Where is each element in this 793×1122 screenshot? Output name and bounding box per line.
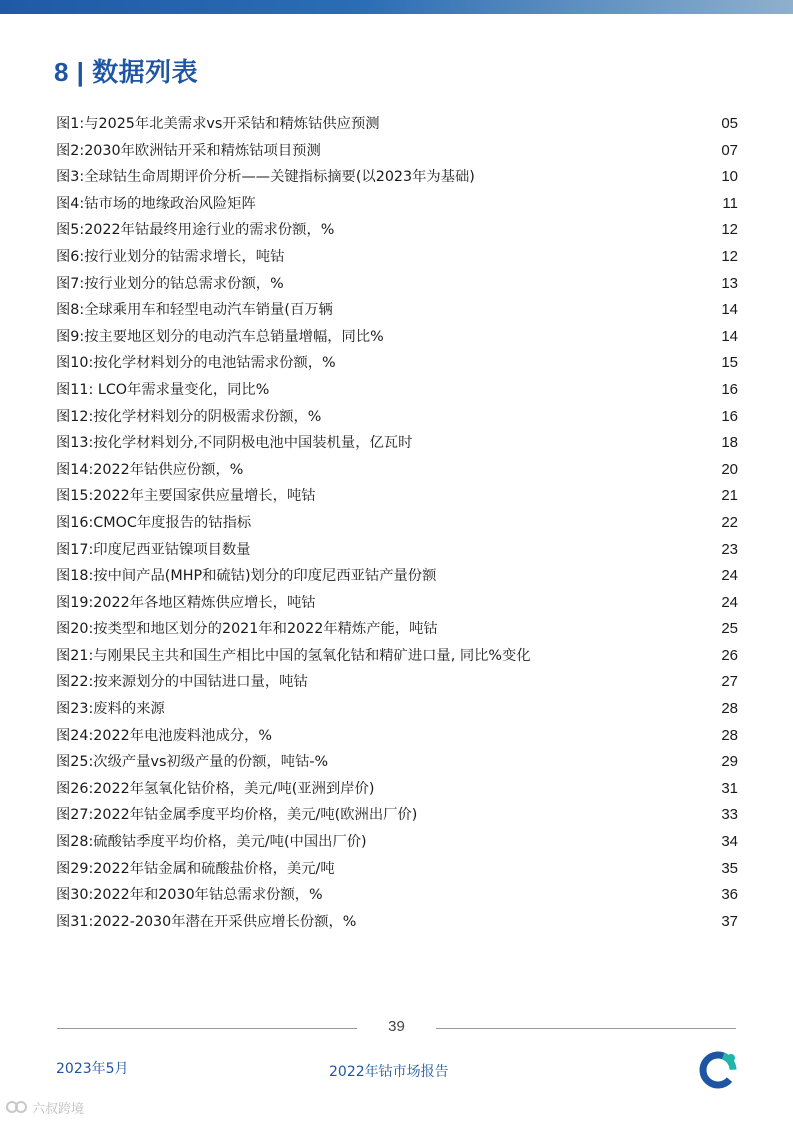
figure-list-item[interactable]	[56, 537, 738, 564]
figure-page-number: 15	[721, 354, 738, 372]
figure-title: 图4:钴市场的地缘政治风险矩阵	[56, 195, 256, 212]
figure-title: 图14:2022年钴供应份额，%	[56, 461, 244, 478]
figure-list-item[interactable]	[56, 643, 738, 670]
figure-list-item[interactable]	[56, 749, 738, 776]
figure-list-item[interactable]	[56, 350, 738, 377]
figure-list-item[interactable]	[56, 669, 738, 696]
figure-list-item[interactable]	[56, 271, 738, 298]
figure-list-item[interactable]	[56, 616, 738, 643]
figure-list-item[interactable]	[56, 483, 738, 510]
figure-title: 图20:按类型和地区划分的2021年和2022年精炼产能，吨钴	[56, 621, 438, 638]
page-title: 8 | 数据列表	[54, 57, 199, 87]
top-accent-bar	[0, 0, 793, 14]
figure-title: 图1:与2025年北美需求vs开采钴和精炼钴供应预测	[56, 116, 380, 132]
figure-page-number: 13	[721, 274, 738, 292]
figure-page-number: 22	[721, 513, 738, 531]
figure-title: 图28:硫酸钴季度平均价格，美元/吨(中国出厂价)	[56, 834, 367, 851]
figure-list-item[interactable]	[56, 776, 738, 803]
figure-list-item[interactable]	[56, 882, 738, 909]
figure-title: 图30:2022年和2030年钴总需求份额，%	[56, 887, 323, 904]
footer-report-title: 2022年钴市场报告	[329, 1064, 449, 1080]
figure-title: 图7:按行业划分的钴总需求份额，%	[56, 275, 284, 292]
figure-title: 图24:2022年电池废料池成分，%	[56, 727, 272, 744]
figure-list-item[interactable]	[56, 138, 738, 165]
figure-title: 图17:印度尼西亚钴镍项目数量	[56, 541, 251, 558]
figure-list-item[interactable]	[56, 909, 738, 936]
figure-title: 图18:按中间产品(MHP和硫钴)划分的印度尼西亚钴产量份额	[56, 568, 437, 585]
figure-list-item[interactable]	[56, 430, 738, 457]
figure-title: 图27:2022年钴金属季度平均价格，美元/吨(欧洲出厂价)	[56, 807, 418, 824]
figure-page-number: 36	[721, 886, 738, 904]
figure-page-number: 12	[721, 247, 738, 265]
figure-page-number: 10	[721, 168, 738, 186]
figure-list-item[interactable]	[56, 802, 738, 829]
figure-title: 图9:按主要地区划分的电动汽车总销量增幅，同比%	[56, 328, 384, 345]
figure-title: 图15:2022年主要国家供应量增长，吨钴	[56, 488, 316, 505]
figure-page-number: 37	[721, 912, 738, 930]
figure-title: 图21:与刚果民主共和国生产相比中国的氢氧化钴和精矿进口量, 同比%变化	[56, 647, 531, 664]
figure-page-number: 11	[722, 194, 738, 212]
figure-page-number: 27	[721, 673, 738, 691]
figure-page-number: 16	[721, 407, 738, 425]
cobalt-institute-logo-icon	[697, 1049, 739, 1091]
watermark-logo-icon	[6, 1100, 28, 1114]
figure-page-number: 18	[721, 434, 738, 452]
figure-page-number: 16	[721, 380, 738, 398]
figure-list-item[interactable]	[56, 297, 738, 324]
figure-page-number: 14	[721, 301, 738, 319]
figure-title: 图13:按化学材料划分,不同阴极电池中国装机量，亿瓦时	[56, 435, 413, 452]
footer-divider-left	[57, 1028, 357, 1029]
figure-title: 图5:2022年钴最终用途行业的需求份额，%	[56, 222, 335, 239]
figure-page-number: 24	[721, 593, 738, 611]
figure-page-number: 24	[721, 567, 738, 585]
figure-page-number: 05	[721, 115, 738, 132]
figure-list-item[interactable]	[56, 111, 738, 138]
figure-list-item[interactable]	[56, 856, 738, 883]
figure-list-item[interactable]	[56, 324, 738, 351]
figure-page-number: 35	[721, 859, 738, 877]
figure-page-number: 20	[721, 460, 738, 478]
figure-title: 图12:按化学材料划分的阴极需求份额，%	[56, 408, 322, 425]
footer-divider-right	[436, 1028, 736, 1029]
figure-title: 图31:2022-2030年潜在开采供应增长份额，%	[56, 913, 357, 930]
figure-title: 图22:按来源划分的中国钴进口量，吨钴	[56, 674, 308, 691]
figure-title: 图26:2022年氢氧化钴价格，美元/吨(亚洲到岸价)	[56, 780, 375, 797]
figure-page-number: 12	[721, 221, 738, 239]
figure-list-item[interactable]	[56, 829, 738, 856]
figure-title: 图2:2030年欧洲钴开采和精炼钴项目预测	[56, 142, 321, 159]
figure-page-number: 28	[721, 726, 738, 744]
figure-title: 图6:按行业划分的钴需求增长，吨钴	[56, 248, 285, 265]
figure-list-item[interactable]	[56, 510, 738, 537]
figure-title: 图29:2022年钴金属和硫酸盐价格，美元/吨	[56, 860, 335, 877]
watermark-text: 六叔跨境	[32, 1101, 85, 1117]
page-number: 39	[388, 1018, 405, 1035]
figure-list-item[interactable]	[56, 164, 738, 191]
figure-list-item[interactable]	[56, 563, 738, 590]
figure-title: 图25:次级产量vs初级产量的份额，吨钴-%	[56, 754, 329, 771]
figure-title: 图10:按化学材料划分的电池钴需求份额，%	[56, 355, 336, 372]
figure-page-number: 34	[721, 833, 738, 851]
figure-list-item[interactable]	[56, 696, 738, 723]
figure-list-item[interactable]	[56, 377, 738, 404]
figure-list-item[interactable]	[56, 191, 738, 218]
figure-page-number: 29	[721, 753, 738, 771]
figure-title: 图3:全球钴生命周期评价分析——关键指标摘要(以2023年为基础)	[56, 169, 475, 186]
figure-title: 图11: LCO年需求量变化，同比%	[56, 381, 270, 398]
figure-list-item[interactable]	[56, 404, 738, 431]
figure-title: 图19:2022年各地区精炼供应增长，吨钴	[56, 594, 316, 611]
figure-page-number: 33	[721, 806, 738, 824]
figure-page-number: 23	[721, 540, 738, 558]
figure-list	[56, 111, 738, 935]
figure-title: 图16:CMOC年度报告的钴指标	[56, 514, 252, 531]
figure-page-number: 28	[721, 700, 738, 718]
figure-page-number: 21	[721, 487, 738, 505]
figure-list-item[interactable]	[56, 723, 738, 750]
figure-title: 图23:废料的来源	[56, 701, 165, 718]
figure-page-number: 07	[721, 141, 738, 159]
figure-list-item[interactable]	[56, 244, 738, 271]
footer-date: 2023年5月	[56, 1061, 129, 1077]
figure-page-number: 31	[721, 779, 738, 797]
figure-list-item[interactable]	[56, 590, 738, 617]
figure-page-number: 26	[721, 646, 738, 664]
figure-title: 图8:全球乘用车和轻型电动汽车销量(百万辆	[56, 302, 333, 319]
figure-list-item[interactable]	[56, 217, 738, 244]
figure-list-item[interactable]	[56, 457, 738, 484]
figure-page-number: 25	[721, 620, 738, 638]
watermark	[6, 1097, 84, 1117]
figure-page-number: 14	[721, 327, 738, 345]
